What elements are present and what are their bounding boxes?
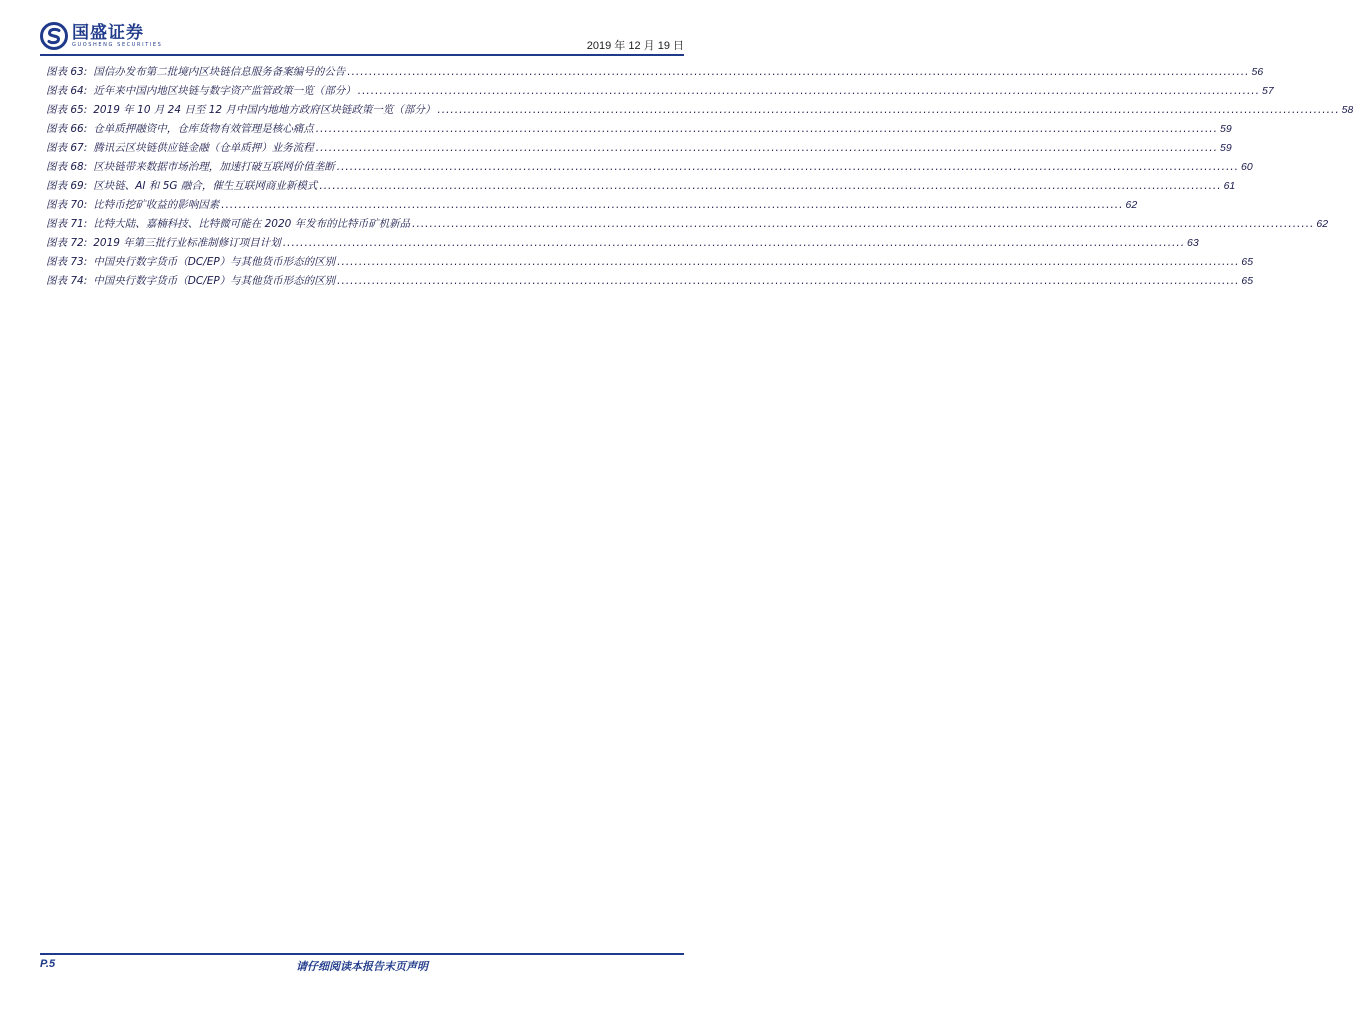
toc-entry[interactable] xyxy=(46,254,1254,273)
toc-leader-dots xyxy=(337,256,1239,268)
toc-entry[interactable] xyxy=(46,216,1329,235)
toc-page-number: 65 xyxy=(1241,275,1254,287)
toc-page-number: 65 xyxy=(1241,256,1254,268)
toc-page-number: 57 xyxy=(1261,85,1274,97)
page-number: P.5 xyxy=(40,958,56,970)
toc-page-number: 59 xyxy=(1219,123,1232,135)
toc-entry[interactable] xyxy=(46,140,1232,159)
toc-figure-number: 图表 69: xyxy=(46,180,88,192)
toc-entry[interactable] xyxy=(46,178,1236,197)
toc-figure-title: 中国央行数字货币（DC/EP）与其他货币形态的区别 xyxy=(93,275,336,287)
toc-page-number: 59 xyxy=(1219,142,1232,154)
toc-figure-number: 图表 63: xyxy=(46,66,88,78)
toc-page-number: 58 xyxy=(1341,104,1353,116)
toc-figure-number: 图表 70: xyxy=(46,199,88,211)
toc-entry[interactable] xyxy=(46,235,1199,254)
toc-figure-title: 区块链带来数据市场治理，加速打破互联网价值垄断 xyxy=(93,161,335,173)
figure-index-list xyxy=(46,64,1353,292)
toc-leader-dots xyxy=(437,104,1339,116)
guosheng-logo-icon xyxy=(40,22,68,50)
toc-leader-dots xyxy=(358,85,1260,97)
toc-figure-number: 图表 67: xyxy=(46,142,88,154)
toc-figure-number: 图表 68: xyxy=(46,161,88,173)
toc-leader-dots xyxy=(337,275,1239,287)
toc-figure-title: 比特币挖矿收益的影响因素 xyxy=(93,199,220,211)
toc-leader-dots xyxy=(316,123,1218,135)
toc-page-number: 62 xyxy=(1125,199,1138,211)
toc-leader-dots xyxy=(319,180,1221,192)
toc-page-number: 62 xyxy=(1316,218,1329,230)
toc-page-number: 61 xyxy=(1223,180,1236,192)
toc-figure-title: 腾讯云区块链供应链金融（仓单质押）业务流程 xyxy=(93,142,314,154)
toc-leader-dots xyxy=(283,237,1185,249)
toc-figure-title: 2019 年 10 月 24 日至 12 月中国内地地方政府区块链政策一览（部分） xyxy=(93,104,436,116)
toc-leader-dots xyxy=(337,161,1239,173)
toc-page-number: 56 xyxy=(1251,66,1264,78)
toc-leader-dots xyxy=(347,66,1249,78)
toc-figure-number: 图表 64: xyxy=(46,85,88,97)
toc-leader-dots xyxy=(412,218,1314,230)
toc-figure-title: 近年来中国内地区块链与数字资产监管政策一览（部分） xyxy=(93,85,356,97)
toc-entry[interactable] xyxy=(46,197,1138,216)
report-date: 2019 年 12 月 19 日 xyxy=(586,40,684,52)
page-header xyxy=(0,0,724,60)
toc-figure-title: 仓单质押融资中，仓库货物有效管理是核心痛点 xyxy=(93,123,314,135)
footer-disclaimer: 请仔细阅读本报告末页声明 xyxy=(296,960,428,973)
toc-figure-number: 图表 72: xyxy=(46,237,88,249)
toc-entry[interactable] xyxy=(46,83,1274,102)
toc-leader-dots xyxy=(316,142,1218,154)
toc-entry[interactable] xyxy=(46,159,1253,178)
toc-figure-number: 图表 73: xyxy=(46,256,88,268)
toc-figure-title: 比特大陆、嘉楠科技、比特微可能在 2020 年发布的比特币矿机新品 xyxy=(93,218,411,230)
toc-figure-number: 图表 66: xyxy=(46,123,88,135)
toc-page-number: 63 xyxy=(1187,237,1199,249)
toc-entry[interactable] xyxy=(46,102,1353,121)
toc-page-number: 60 xyxy=(1240,161,1253,173)
toc-entry[interactable] xyxy=(46,121,1232,140)
logo-english-name: GUOSHENG SECURITIES xyxy=(72,41,163,48)
footer-divider xyxy=(40,953,684,955)
toc-figure-title: 中国央行数字货币（DC/EP）与其他货币形态的区别 xyxy=(93,256,336,268)
toc-entry[interactable] xyxy=(46,64,1264,83)
toc-figure-number: 图表 71: xyxy=(46,218,88,230)
header-divider xyxy=(40,54,684,56)
toc-figure-title: 区块链、AI 和 5G 融合，催生互联网商业新模式 xyxy=(93,180,318,192)
toc-leader-dots xyxy=(221,199,1123,211)
toc-figure-title: 国信办发布第二批境内区块链信息服务备案编号的公告 xyxy=(93,66,346,78)
company-logo xyxy=(40,22,162,50)
toc-entry[interactable] xyxy=(46,273,1254,292)
toc-figure-number: 图表 74: xyxy=(46,275,88,287)
toc-figure-number: 图表 65: xyxy=(46,104,88,116)
toc-figure-title: 2019 年第三批行业标准制修订项目计划 xyxy=(93,237,281,249)
logo-chinese-name: 国盛证券 xyxy=(72,22,144,43)
